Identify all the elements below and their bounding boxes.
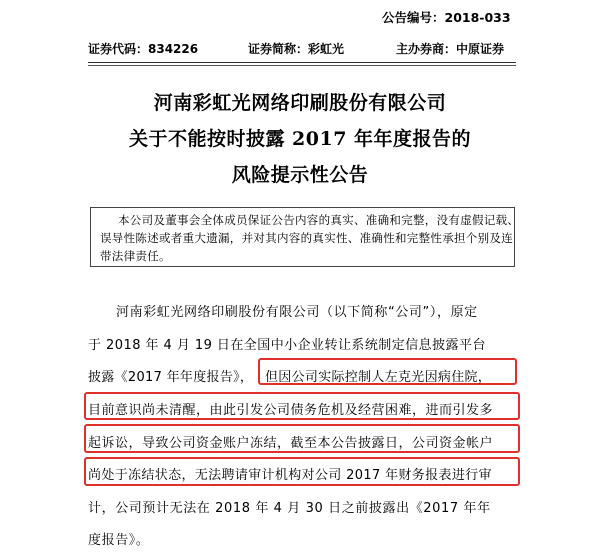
stock-name: 证券简称：彩虹光 [248, 42, 345, 56]
title-line-1: 河南彩虹光网络印刷股份有限公司 [153, 92, 447, 114]
statement-line-1: 本公司及董事会全体成员保证公告内容的真实、准确和完整，没有虚假记载、 [118, 213, 520, 227]
title-line-3: 风险提示性公告 [231, 164, 369, 186]
title-line-2: 关于不能按时披露 2017 年年度报告的 [128, 128, 472, 150]
header-rule-thin [88, 65, 516, 66]
header-rule [88, 62, 516, 63]
body-line-8: 度报告》。 [88, 533, 150, 548]
body-line-7: 计，公司预计无法在 2018 年 4 月 30 日之前披露出《2017 年年 [88, 501, 491, 516]
statement-line-3: 带法律责任。 [100, 249, 171, 263]
body-line-3b: 但因公司实际控制人左克光因病住院， [265, 370, 492, 385]
notice-number: 公告编号：2018-033 [382, 10, 511, 25]
body-line-2: 于 2018 年 4 月 19 日在全国中小企业转让系统制定信息披露平台 [88, 338, 486, 353]
body-line-1: 河南彩虹光网络印刷股份有限公司（以下简称“公司”），原定 [116, 305, 478, 320]
stock-code: 证券代码：834226 [88, 42, 199, 56]
body-line-4: 目前意识尚未清醒，由此引发公司债务危机及经营困难，进而引发多 [88, 403, 494, 418]
statement-line-2: 误导性陈述或者重大遗漏，并对其内容的真实性、准确性和完整性承担个别及连 [100, 231, 513, 245]
body-line-6: 尚处于冻结状态，无法聘请审计机构对公司 2017 年财务报表进行审 [88, 468, 492, 483]
sponsor-broker: 主办券商：中原证券 [396, 42, 505, 56]
body-line-3a: 披露《2017 年年度报告》， [88, 370, 254, 385]
body-line-5: 起诉讼，导致公司资金账户冻结，截至本公告披露日，公司资金帐户 [88, 436, 494, 451]
